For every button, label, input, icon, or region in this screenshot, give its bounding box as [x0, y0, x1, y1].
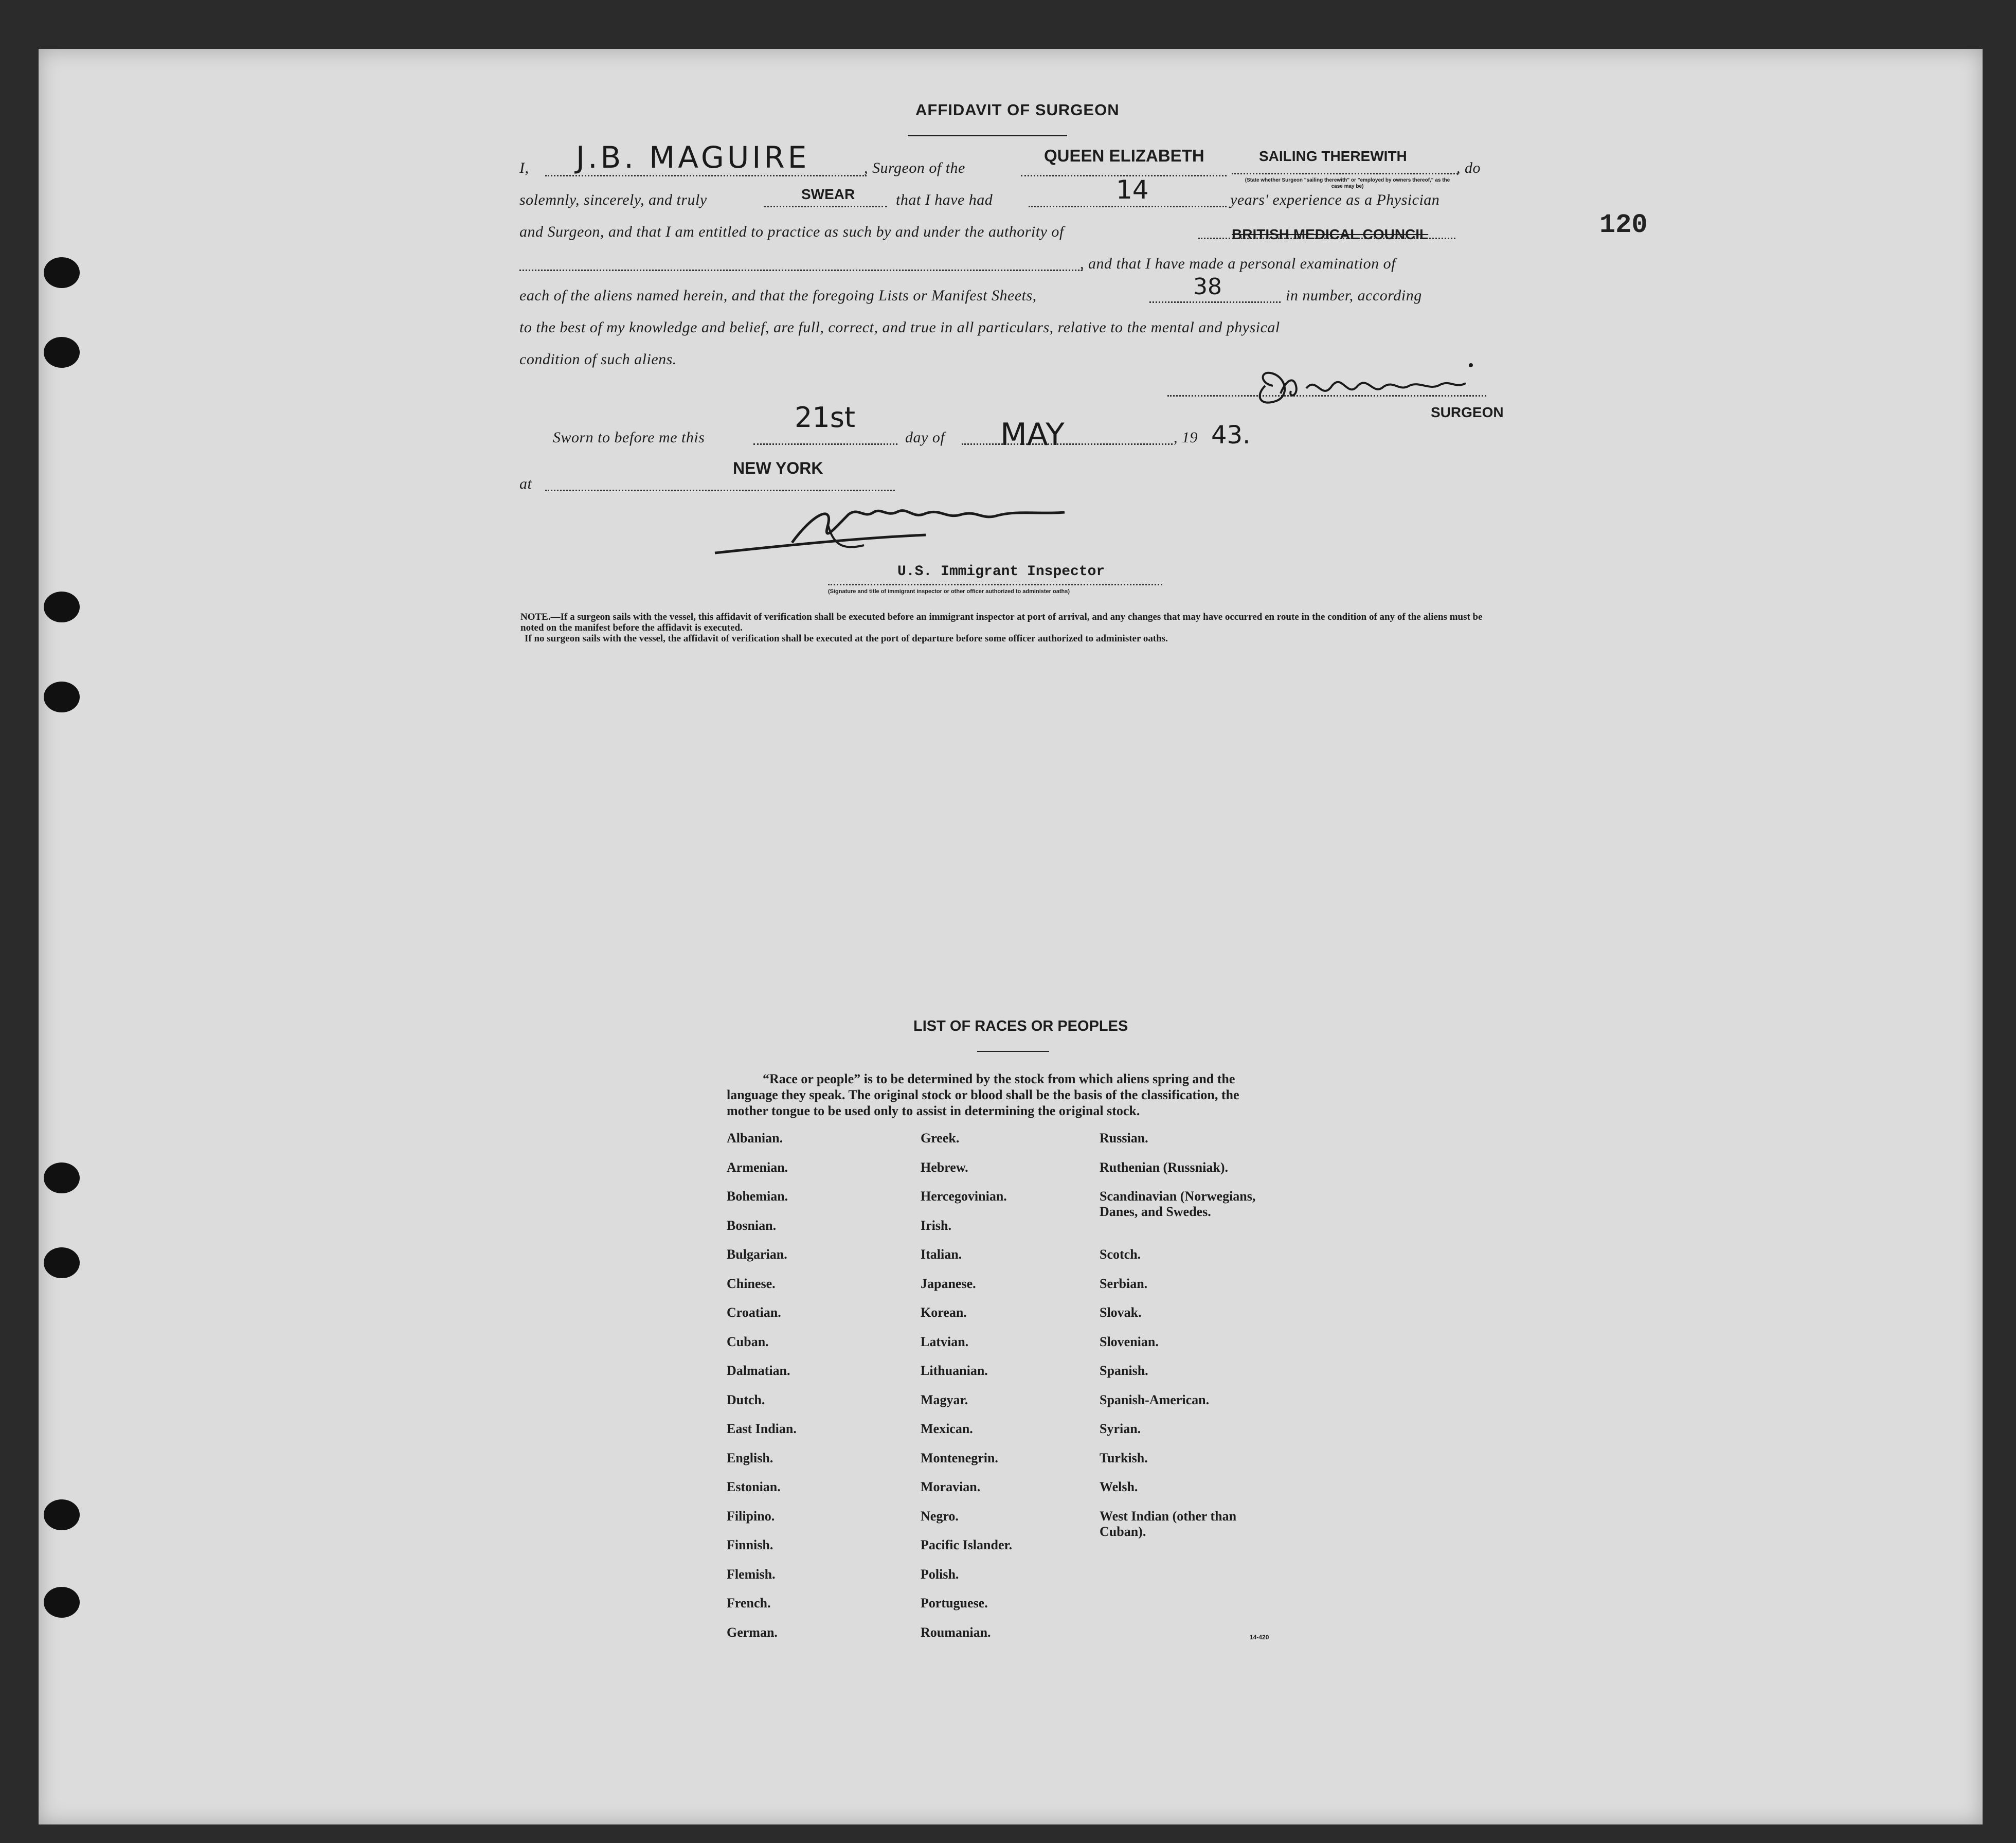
race-item: Bosnian.	[727, 1218, 777, 1233]
surgeon-status-stamp: SAILING THEREWITH	[1259, 148, 1407, 164]
race-item: Lithuanian.	[921, 1363, 988, 1378]
race-item: Spanish.	[1100, 1363, 1148, 1378]
ship-name-stamp: QUEEN ELIZABETH	[1044, 146, 1204, 165]
races-column-2	[921, 1131, 1012, 1654]
race-item: English.	[727, 1450, 773, 1465]
line5-text-a: each of the aliens named herein, and that the foregoing Lists or Manifest Sheets,	[519, 287, 1037, 304]
race-item: Pacific Islander.	[921, 1537, 1013, 1552]
punch-hole	[44, 1162, 80, 1193]
race-item: Russian.	[1100, 1131, 1148, 1146]
race-item: French.	[727, 1596, 771, 1611]
month-handwritten: MAY	[1000, 417, 1065, 453]
race-item: Cuban.	[727, 1334, 769, 1349]
race-item: Spanish-American.	[1100, 1392, 1210, 1407]
punch-hole	[44, 1587, 80, 1618]
status-hint: (State whether Surgeon "sailing therewith" or "employed by owners thereof," as the case may be)	[1245, 177, 1450, 189]
race-item: Hercegovinian.	[921, 1189, 1007, 1204]
sheets-handwritten: 38	[1193, 274, 1222, 300]
line2-text-a: solemnly, sincerely, and truly	[519, 191, 707, 208]
race-item: Armenian.	[727, 1159, 788, 1175]
punch-hole	[44, 337, 80, 368]
races-intro: “Race or people” is to be determined by the stock from which aliens spring and the language they speak. The original stock or blood shall be the basis of the classification, the mother tongue to be used only to assist in determining the original stock.	[727, 1071, 1239, 1118]
race-item: Polish.	[921, 1566, 959, 1582]
punch-hole	[44, 592, 80, 622]
line2-text-b: that I have had	[896, 191, 993, 208]
race-item: Chinese.	[727, 1276, 776, 1291]
inspector-line	[828, 584, 1162, 585]
line1-prefix: I,	[519, 159, 529, 176]
race-item: Syrian.	[1100, 1421, 1141, 1436]
page-number: 120	[1599, 210, 1648, 240]
punch-hole	[44, 257, 80, 288]
authority-stamp: BRITISH MEDICAL COUNCIL	[1232, 226, 1429, 242]
race-item: Scotch.	[1100, 1247, 1141, 1262]
race-item: Greek.	[921, 1131, 960, 1146]
race-item: Magyar.	[921, 1392, 968, 1407]
surgeon-name-line	[545, 175, 867, 176]
oath-line	[764, 206, 887, 207]
line4-text-a: , and that I have made a personal examination of	[1080, 255, 1396, 272]
race-item: Filipino.	[727, 1508, 775, 1524]
race-item: East Indian.	[727, 1421, 797, 1436]
races-title-underline	[977, 1051, 1049, 1052]
races-column-1	[727, 1131, 797, 1654]
race-item: Slovak.	[1100, 1305, 1142, 1320]
race-item: Hebrew.	[921, 1159, 968, 1175]
day-line	[753, 443, 897, 445]
affidavit-note	[520, 612, 1492, 644]
sheets-line	[1149, 301, 1281, 303]
line7-text: condition of such aliens.	[519, 351, 677, 368]
race-item: Portuguese.	[921, 1596, 988, 1611]
race-item: West Indian (other than Cuban).	[1100, 1508, 1237, 1539]
inspector-title: U.S. Immigrant Inspector	[897, 564, 1105, 580]
race-item: Estonian.	[727, 1479, 781, 1494]
surgeon-label: SURGEON	[1431, 404, 1504, 420]
race-item: Serbian.	[1100, 1276, 1148, 1291]
race-item: Turkish.	[1100, 1450, 1148, 1465]
surgeon-of-text: , Surgeon of the	[864, 159, 965, 176]
race-item: Finnish.	[727, 1537, 773, 1552]
race-item: Slovenian.	[1100, 1334, 1159, 1349]
day-of-text: day of	[905, 429, 945, 446]
do-text: , do	[1456, 159, 1481, 176]
race-item: Korean.	[921, 1305, 967, 1320]
race-item: German.	[727, 1624, 778, 1640]
status-line	[1232, 173, 1458, 174]
race-item: Bohemian.	[727, 1189, 788, 1204]
note-text-1: NOTE.—If a surgeon sails with the vessel, this affidavit of verification shall be executed before an immigrant inspector at port of arrival, and any changes that may have occurred en route in the condition of any of the aliens must be noted on the manifest before the affidavit is executed.	[520, 612, 1483, 633]
race-item: Irish.	[921, 1218, 951, 1233]
at-text: at	[519, 475, 532, 492]
oath-stamp: SWEAR	[801, 186, 855, 202]
race-item: Flemish.	[727, 1566, 776, 1582]
race-item: Dalmatian.	[727, 1363, 790, 1378]
punch-hole	[44, 682, 80, 712]
race-item: Latvian.	[921, 1334, 969, 1349]
month-line	[962, 443, 1173, 445]
year-prefix: , 19	[1174, 429, 1198, 446]
race-item: Croatian.	[727, 1305, 781, 1320]
punch-hole	[44, 1247, 80, 1278]
affidavit-title: AFFIDAVIT OF SURGEON	[915, 101, 1120, 119]
race-item: Ruthenian (Russniak).	[1100, 1159, 1228, 1175]
race-item: Roumanian.	[921, 1624, 991, 1640]
surgeon-name-handwritten: J.B. MAGUIRE	[576, 140, 810, 175]
surgeon-signature	[1245, 355, 1491, 411]
race-item: Bulgarian.	[727, 1247, 787, 1262]
line2-text-c: years' experience as a Physician	[1230, 191, 1440, 208]
races-column-3	[1100, 1131, 1290, 1567]
race-item: Mexican.	[921, 1421, 973, 1436]
years-handwritten: 14	[1116, 175, 1149, 205]
race-item: Italian.	[921, 1247, 962, 1262]
line6-text: to the best of my knowledge and belief, are full, correct, and true in all particulars, relative to the mental and physical	[519, 319, 1280, 336]
authority-line-2	[519, 270, 1083, 271]
race-item: Scandinavian (Norwegians, Danes, and Swedes.	[1100, 1189, 1256, 1219]
line5-text-b: in number, according	[1286, 287, 1422, 304]
race-item: Dutch.	[727, 1392, 765, 1407]
form-code: 14-420	[1250, 1634, 1269, 1641]
punch-hole	[44, 1499, 80, 1530]
day-handwritten: 21st	[795, 401, 856, 434]
line3-text-a: and Surgeon, and that I am entitled to practice as such by and under the authority of	[519, 223, 1064, 240]
races-title: LIST OF RACES OR PEOPLES	[913, 1018, 1128, 1034]
race-item: Negro.	[921, 1508, 959, 1524]
inspector-signature	[710, 494, 1111, 561]
race-item: Japanese.	[921, 1276, 976, 1291]
race-item: Moravian.	[921, 1479, 981, 1494]
place-stamp: NEW YORK	[733, 459, 823, 477]
sworn-text: Sworn to before me this	[553, 429, 705, 446]
title-underline	[908, 135, 1067, 136]
inspector-hint: (Signature and title of immigrant inspector or other officer authorized to administer oaths)	[828, 588, 1070, 595]
note-text-2: If no surgeon sails with the vessel, the affidavit of verification shall be executed at the port of departure before some officer authorized to administer oaths.	[525, 633, 1168, 644]
years-line	[1029, 206, 1227, 207]
race-item: Welsh.	[1100, 1479, 1138, 1494]
year-handwritten: 43.	[1211, 421, 1251, 450]
race-item: Albanian.	[727, 1131, 783, 1146]
place-line	[545, 490, 895, 491]
race-item: Montenegrin.	[921, 1450, 998, 1465]
